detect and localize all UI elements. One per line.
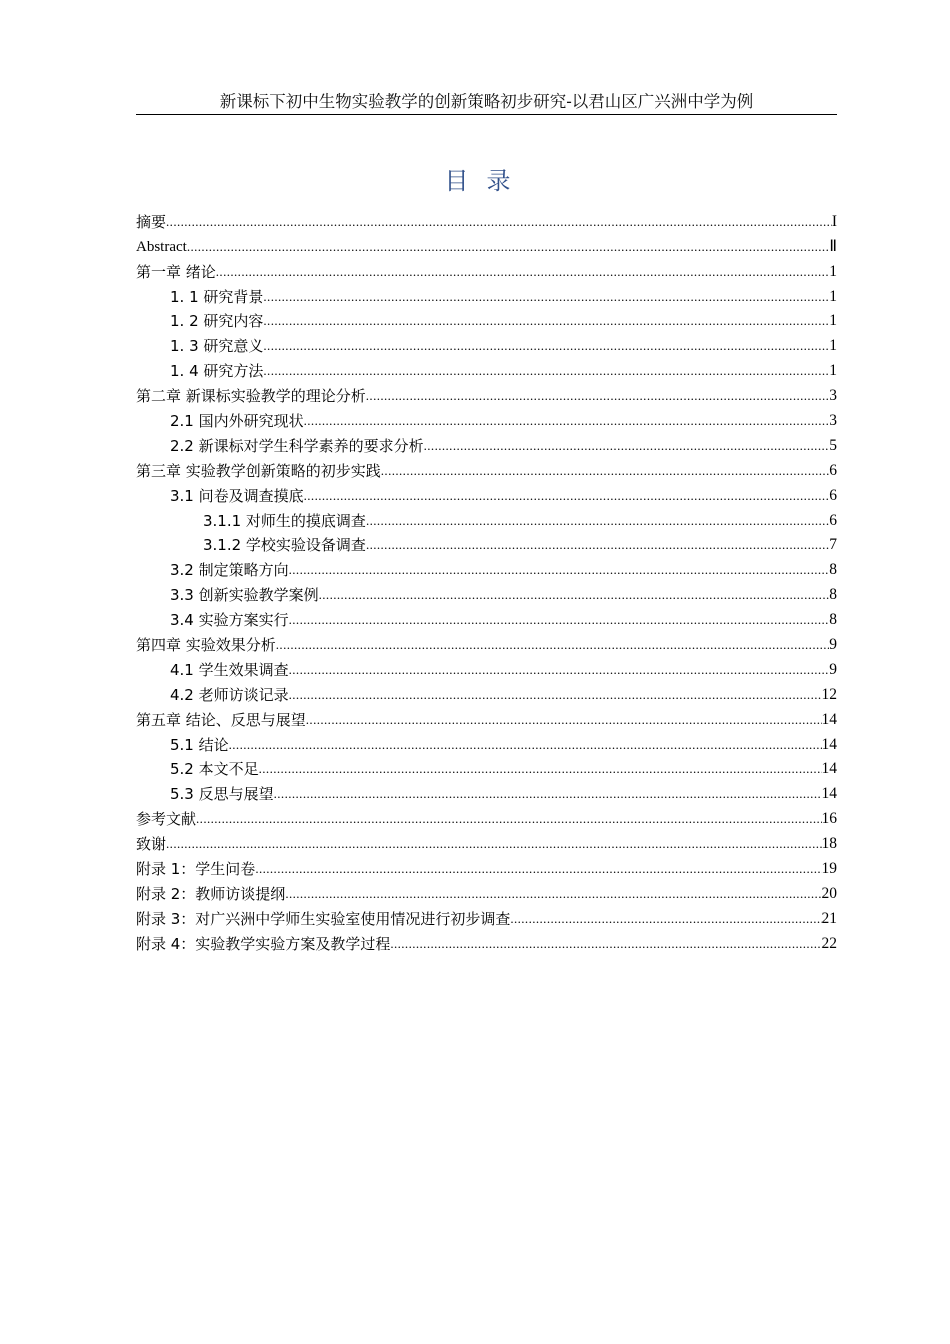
toc-entry[interactable] xyxy=(136,656,837,681)
toc-entry[interactable] xyxy=(136,880,837,905)
toc-entry-label: 5.1 结论 xyxy=(170,735,229,754)
toc-entry-page: 14 xyxy=(821,735,837,753)
toc-entry-page: 21 xyxy=(821,909,837,927)
toc-entry-page: 3 xyxy=(829,387,837,405)
running-header: 新课标下初中生物实验教学的创新策略初步研究-以君山区广兴洲中学为例 xyxy=(136,90,837,115)
toc-entry-page: 8 xyxy=(829,561,837,579)
toc-entry-label: 摘要 xyxy=(136,212,167,231)
toc-entry[interactable] xyxy=(136,581,837,606)
toc-entry-label: 第五章 结论、反思与展望 xyxy=(136,710,306,729)
dot-leader xyxy=(289,684,822,706)
toc-entry-label: 第三章 实验教学创新策略的初步实践 xyxy=(136,461,381,480)
toc-entry-label: 3.4 实验方案实行 xyxy=(170,611,289,630)
toc-entry[interactable] xyxy=(136,407,837,432)
toc-entry-label: 第一章 绪论 xyxy=(136,262,216,281)
toc-entry-page: 1 xyxy=(829,262,837,280)
toc-entry-label: 第二章 新课标实验教学的理论分析 xyxy=(136,387,366,406)
toc-entry-page: 9 xyxy=(829,660,837,678)
toc-entry-page: 8 xyxy=(829,611,837,629)
toc-entry[interactable] xyxy=(136,332,837,357)
toc-entry-page: 1 xyxy=(829,287,837,305)
toc-entry-page: 22 xyxy=(821,934,837,952)
dot-leader xyxy=(263,286,829,308)
toc-entry-page: Ⅱ xyxy=(829,237,837,255)
toc-entry-page: 9 xyxy=(829,636,837,654)
dot-leader xyxy=(304,485,830,507)
dot-leader xyxy=(289,609,830,631)
toc-entry[interactable] xyxy=(136,308,837,333)
toc-entry-page: 14 xyxy=(821,760,837,778)
toc-entry-label: 附录 1：学生问卷 xyxy=(136,860,256,879)
toc-entry[interactable] xyxy=(136,532,837,557)
dot-leader xyxy=(306,709,822,731)
toc-entry-page: 12 xyxy=(821,685,837,703)
dot-leader xyxy=(366,534,829,556)
dot-leader xyxy=(166,211,832,233)
toc-entry-label: 3.3 创新实验教学案例 xyxy=(170,586,319,605)
toc-entry[interactable] xyxy=(136,756,837,781)
toc-entry-page: I xyxy=(831,212,837,230)
toc-entry[interactable] xyxy=(136,631,837,656)
toc-entry-page: 1 xyxy=(829,337,837,355)
toc-entry[interactable] xyxy=(136,681,837,706)
toc-entry[interactable] xyxy=(136,482,837,507)
toc-entry[interactable] xyxy=(136,706,837,731)
toc-entry-label: 2.1 国内外研究现状 xyxy=(170,412,304,431)
toc-entry-page: 20 xyxy=(821,884,837,902)
toc-entry[interactable] xyxy=(136,233,837,258)
toc-entry-label: 3.2 制定策略方向 xyxy=(170,561,289,580)
toc-entry[interactable] xyxy=(136,855,837,880)
toc-entry[interactable] xyxy=(136,905,837,930)
toc-entry[interactable] xyxy=(136,731,837,756)
toc-entry[interactable] xyxy=(136,258,837,283)
dot-leader xyxy=(510,908,821,930)
toc-entry[interactable] xyxy=(136,556,837,581)
toc-entry-page: 14 xyxy=(821,710,837,728)
toc-entry-label: 1. 1 研究背景 xyxy=(170,287,264,306)
dot-leader xyxy=(259,758,822,780)
toc-entry[interactable] xyxy=(136,930,837,955)
toc-entry-page: 1 xyxy=(829,312,837,330)
dot-leader xyxy=(289,659,830,681)
toc-title: 目录 xyxy=(444,167,529,195)
toc-entry-page: 16 xyxy=(821,810,837,828)
toc-entry-label: 附录 4：实验教学实验方案及教学过程 xyxy=(136,934,391,953)
dot-leader xyxy=(187,236,830,258)
toc-entry-label: 5.3 反思与展望 xyxy=(170,785,274,804)
dot-leader xyxy=(216,261,829,283)
toc-entry-label: 3.1.2 学校实验设备调查 xyxy=(203,536,366,555)
toc-entry[interactable] xyxy=(136,208,837,233)
toc-entry-label: 附录 2：教师访谈提纲 xyxy=(136,884,286,903)
toc-entry-label: 第四章 实验效果分析 xyxy=(136,636,276,655)
toc-entry-page: 7 xyxy=(829,536,837,554)
table-of-contents xyxy=(136,208,837,955)
toc-entry-label: 参考文献 xyxy=(136,810,197,829)
toc-entry[interactable] xyxy=(136,606,837,631)
toc-entry-label: 3.1 问卷及调查摸底 xyxy=(170,486,304,505)
toc-entry[interactable] xyxy=(136,382,837,407)
toc-entry-page: 6 xyxy=(829,511,837,529)
toc-entry-label: 1. 2 研究内容 xyxy=(170,312,264,331)
toc-entry[interactable] xyxy=(136,780,837,805)
toc-entry-page: 3 xyxy=(829,412,837,430)
toc-entry[interactable] xyxy=(136,507,837,532)
toc-entry[interactable] xyxy=(136,457,837,482)
dot-leader xyxy=(319,584,830,606)
dot-leader xyxy=(166,833,821,855)
toc-entry-page: 19 xyxy=(821,860,837,878)
toc-entry-label: Abstract xyxy=(136,238,187,255)
toc-entry-label: 5.2 本文不足 xyxy=(170,760,259,779)
toc-entry-label: 附录 3：对广兴洲中学师生实验室使用情况进行初步调查 xyxy=(136,909,511,928)
dot-leader xyxy=(255,858,821,880)
toc-entry-label: 1. 4 研究方法 xyxy=(170,362,264,381)
toc-entry[interactable] xyxy=(136,830,837,855)
dot-leader xyxy=(276,634,829,656)
toc-entry-page: 1 xyxy=(829,362,837,380)
dot-leader xyxy=(366,510,829,532)
toc-entry-page: 14 xyxy=(821,785,837,803)
toc-entry-label: 4.2 老师访谈记录 xyxy=(170,685,289,704)
dot-leader xyxy=(263,335,829,357)
dot-leader xyxy=(263,360,829,382)
dot-leader xyxy=(285,883,821,905)
toc-entry[interactable] xyxy=(136,283,837,308)
dot-leader xyxy=(229,734,822,756)
toc-entry[interactable] xyxy=(136,805,837,830)
toc-entry-page: 8 xyxy=(829,586,837,604)
toc-entry[interactable] xyxy=(136,432,837,457)
dot-leader xyxy=(196,808,821,830)
dot-leader xyxy=(381,460,829,482)
dot-leader xyxy=(274,783,822,805)
toc-entry-label: 1. 3 研究意义 xyxy=(170,337,264,356)
toc-entry-page: 18 xyxy=(821,835,837,853)
dot-leader xyxy=(390,933,821,955)
toc-entry-page: 5 xyxy=(829,436,837,454)
toc-entry-label: 4.1 学生效果调查 xyxy=(170,660,289,679)
dot-leader xyxy=(366,385,829,407)
toc-entry-label: 致谢 xyxy=(136,835,167,854)
toc-entry-label: 3.1.1 对师生的摸底调查 xyxy=(203,511,366,530)
toc-entry-page: 6 xyxy=(829,461,837,479)
dot-leader xyxy=(263,310,829,332)
toc-entry-page: 6 xyxy=(829,486,837,504)
toc-entry-label: 2.2 新课标对学生科学素养的要求分析 xyxy=(170,436,424,455)
toc-entry[interactable] xyxy=(136,357,837,382)
dot-leader xyxy=(289,559,830,581)
dot-leader xyxy=(304,410,830,432)
dot-leader xyxy=(424,435,830,457)
